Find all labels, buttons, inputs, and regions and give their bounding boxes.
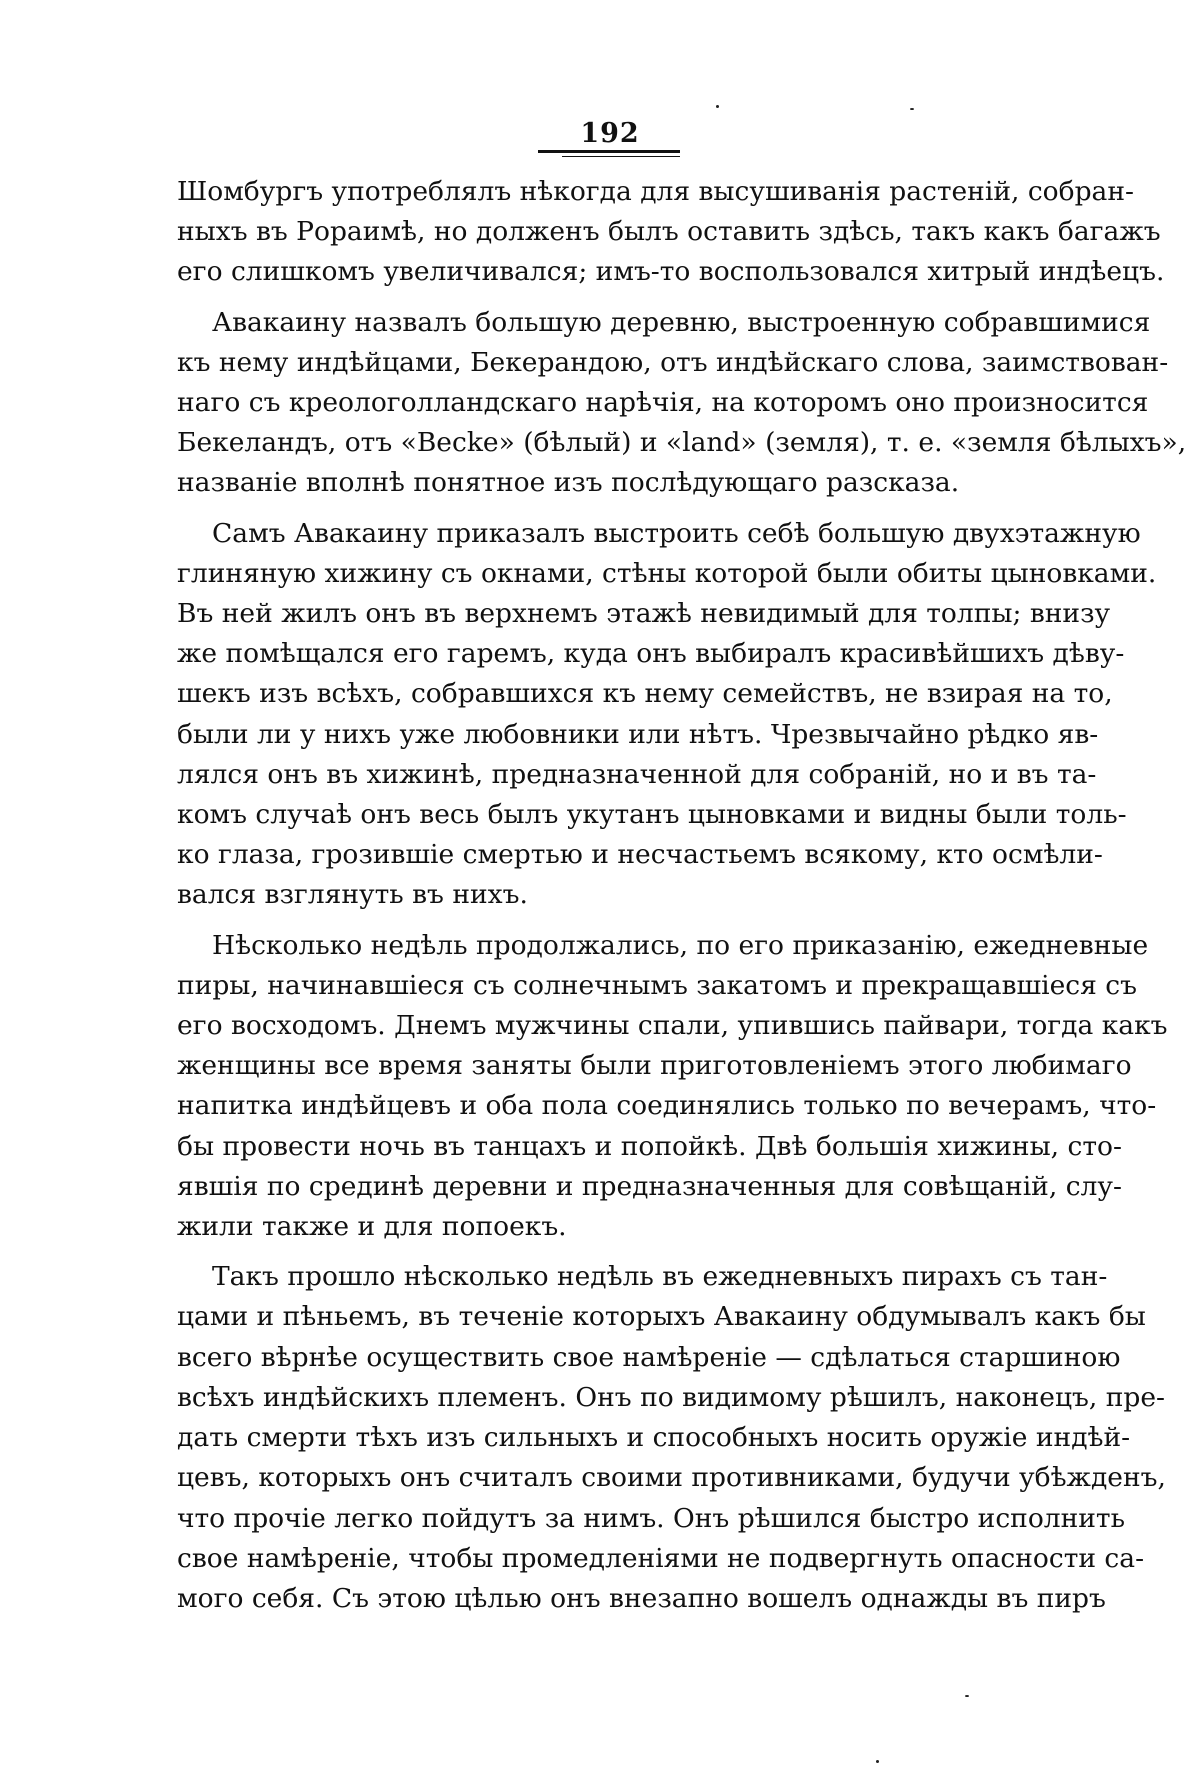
text-line: жили также и для попоекъ. (177, 1211, 567, 1243)
paragraph-5 (177, 1257, 1166, 1619)
text-line: его восходомъ. Днемъ мужчины спали, упившись пайвари, тогда какъ (177, 1010, 1168, 1042)
text-line: Въ ней жилъ онъ въ верхнемъ этажѣ невидимый для толпы; внизу (177, 598, 1111, 630)
scan-speck (876, 1760, 879, 1763)
text-line: мого себя. Съ этою цѣлью онъ внезапно вошелъ однажды въ пиръ (177, 1582, 1106, 1614)
text-line: всѣхъ индѣйскихъ племенъ. Онъ по видимому рѣшилъ, наконецъ, пре- (177, 1381, 1165, 1413)
scan-speck (716, 105, 719, 108)
text-line: цами и пѣньемъ, въ теченіе которыхъ Авакаину обдумывалъ какъ бы (177, 1301, 1146, 1333)
text-line: ко глаза, грозившіе смертью и несчастьемъ всякому, кто осмѣли- (177, 839, 1103, 871)
text-line: названіе вполнѣ понятное изъ послѣдующаго разсказа. (177, 467, 960, 499)
text-line: ныхъ въ Рораимѣ, но долженъ былъ оставить здѣсь, такъ какъ багажъ (177, 216, 1161, 248)
text-line: пиры, начинавшіеся съ солнечнымъ закатомъ и прекращавшіеся съ (177, 969, 1137, 1001)
text-line: къ нему индѣйцами, Бекерандою, отъ индѣйскаго слова, заимствован- (177, 346, 1169, 378)
text-line: шекъ изъ всѣхъ, собравшихся къ нему семействъ, не взирая на то, (177, 678, 1113, 710)
text-line: были ли у нихъ уже любовники или нѣтъ. Чрезвычайно рѣдко яв- (177, 718, 1099, 750)
text-line: Шомбургъ употреблялъ нѣкогда для высушиванія растеній, собран- (177, 176, 1134, 207)
text-line: вался взглянуть въ нихъ. (177, 879, 528, 911)
paragraph-4 (177, 926, 1168, 1248)
paragraph-3 (177, 514, 1157, 916)
text-line: напитка индѣйцевъ и оба пола соединялись только по вечерамъ, что- (177, 1090, 1157, 1122)
text-line: глиняную хижину съ окнами, стѣны которой были обиты цыновками. (177, 557, 1157, 589)
text-line: его слишкомъ увеличивался; имъ-то воспользовался хитрый индѣецъ. (177, 256, 1165, 288)
header-rule-thin (562, 156, 680, 157)
text-line: Авакаину назвалъ большую деревню, выстроенную собравшимися (212, 306, 1151, 338)
text-line: бы провести ночь въ танцахъ и попойкѣ. Двѣ большія хижины, сто- (177, 1130, 1122, 1162)
paragraph-2 (177, 303, 1186, 504)
text-line: что прочіе легко пойдутъ за нимъ. Онъ рѣшился быстро исполнить (177, 1502, 1126, 1534)
scan-speck (910, 108, 914, 110)
page-number: 192 (580, 118, 640, 149)
scan-speck (965, 1695, 969, 1697)
text-line: свое намѣреніе, чтобы промедленіями не подвергнуть опасности са- (177, 1542, 1145, 1574)
text-line: лялся онъ въ хижинѣ, предназначенной для собраній, но и въ та- (177, 758, 1097, 790)
text-line: всего вѣрнѣе осуществить свое намѣреніе — сдѣлаться старшиною (177, 1341, 1121, 1373)
header-rule (538, 150, 680, 153)
text-line: комъ случаѣ онъ весь былъ укутанъ цыновками и видны были толь- (177, 799, 1127, 831)
text-line: дать смерти тѣхъ изъ сильныхъ и способныхъ носить оружіе индѣй- (177, 1422, 1131, 1454)
paragraph-1 (177, 172, 1165, 293)
text-line: наго съ креологолландскаго нарѣчія, на которомъ оно произносится (177, 387, 1149, 419)
text-line: Самъ Авакаину приказалъ выстроить себѣ большую двухэтажную (212, 517, 1141, 549)
text-line: Нѣсколько недѣль продолжались, по его приказанію, ежедневные (212, 929, 1149, 961)
text-line: Бекеландъ, отъ «Becke» (бѣлый) и «land» (земля), т. е. «земля бѣлыхъ», (177, 427, 1186, 459)
text-line: цевъ, которыхъ онъ считалъ своими противниками, будучи убѣжденъ, (177, 1462, 1166, 1494)
text-line: женщины все время заняты были приготовленіемъ этого любимаго (177, 1050, 1132, 1082)
text-line: явшія по срединѣ деревни и предназначенныя для совѣщаній, слу- (177, 1170, 1122, 1202)
text-line: Такъ прошло нѣсколько недѣль въ ежедневныхъ пирахъ съ тан- (212, 1261, 1108, 1293)
text-line: же помѣщался его гаремъ, куда онъ выбиралъ красивѣйшихъ дѣву- (177, 638, 1125, 670)
body-text (177, 172, 1186, 1629)
